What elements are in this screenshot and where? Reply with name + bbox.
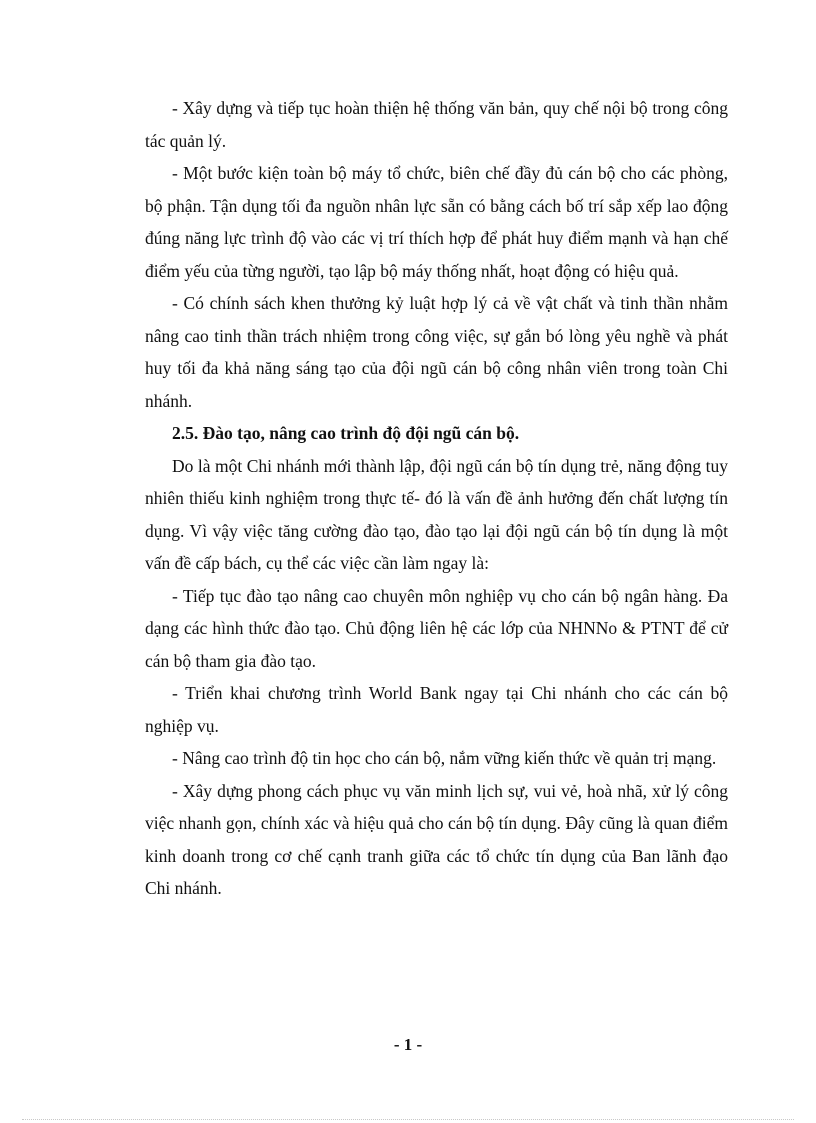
paragraph-reward-policy: - Có chính sách khen thưởng kỷ luật hợp lý cả về vật chất và tinh thần nhằm nâng cao tinh thần trách nhiệm trong công việc, sự gắn bó lòng yêu nghề và phát huy tối đa khả năng sáng tạo của đội ngũ cán bộ công nhân viên trong toàn Chi nhánh. xyxy=(145,293,728,411)
page-body xyxy=(145,92,728,905)
page-bottom-divider xyxy=(22,1119,794,1120)
paragraph-training-intro: Do là một Chi nhánh mới thành lập, đội ngũ cán bộ tín dụng trẻ, năng động tuy nhiên thiếu kinh nghiệm trong thực tế- đó là vấn đề ảnh hưởng đến chất lượng tín dụng. Vì vậy việc tăng cường đào tạo, đào tạo lại đội ngũ cán bộ tín dụng là một vấn đề cấp bách, cụ thể các việc cần làm ngay là: xyxy=(145,455,728,573)
paragraph-internal-documents: - Xây dựng và tiếp tục hoàn thiện hệ thống văn bản, quy chế nội bộ trong công tác quản lý. xyxy=(145,98,728,151)
paragraph-professional-training: - Tiếp tục đào tạo nâng cao chuyên môn nghiệp vụ cho cán bộ ngân hàng. Đa dạng các hình thức đào tạo. Chủ động liên hệ các lớp của NHNNo & PTNT để cử cán bộ tham gia đào tạo. xyxy=(145,585,728,671)
paragraph-organization-structure: - Một bước kiện toàn bộ máy tổ chức, biên chế đầy đủ cán bộ cho các phòng, bộ phận. Tận dụng tối đa nguồn nhân lực sẵn có bằng cách bố trí sắp xếp lao động đúng năng lực trình độ vào các vị trí thích hợp để phát huy điểm mạnh và hạn chế điểm yếu của từng người, tạo lập bộ máy thống nhất, hoạt động có hiệu quả. xyxy=(145,163,728,281)
paragraph-it-skills: - Nâng cao trình độ tin học cho cán bộ, nắm vững kiến thức về quản trị mạng. xyxy=(172,748,717,768)
paragraph-service-style: - Xây dựng phong cách phục vụ văn minh lịch sự, vui vẻ, hoà nhã, xử lý công việc nhanh gọn, chính xác và hiệu quả cho cán bộ tín dụng. Đây cũng là quan điểm kinh doanh trong cơ chế cạnh tranh giữa các tổ chức tín dụng của Ban lãnh đạo Chi nhánh. xyxy=(145,780,728,898)
page-number: - 1 - xyxy=(393,1035,423,1054)
paragraph-world-bank-program: - Triển khai chương trình World Bank ngay tại Chi nhánh cho các cán bộ nghiệp vụ. xyxy=(145,683,728,736)
section-heading: 2.5. Đào tạo, nâng cao trình độ đội ngũ cán bộ. xyxy=(172,423,520,443)
